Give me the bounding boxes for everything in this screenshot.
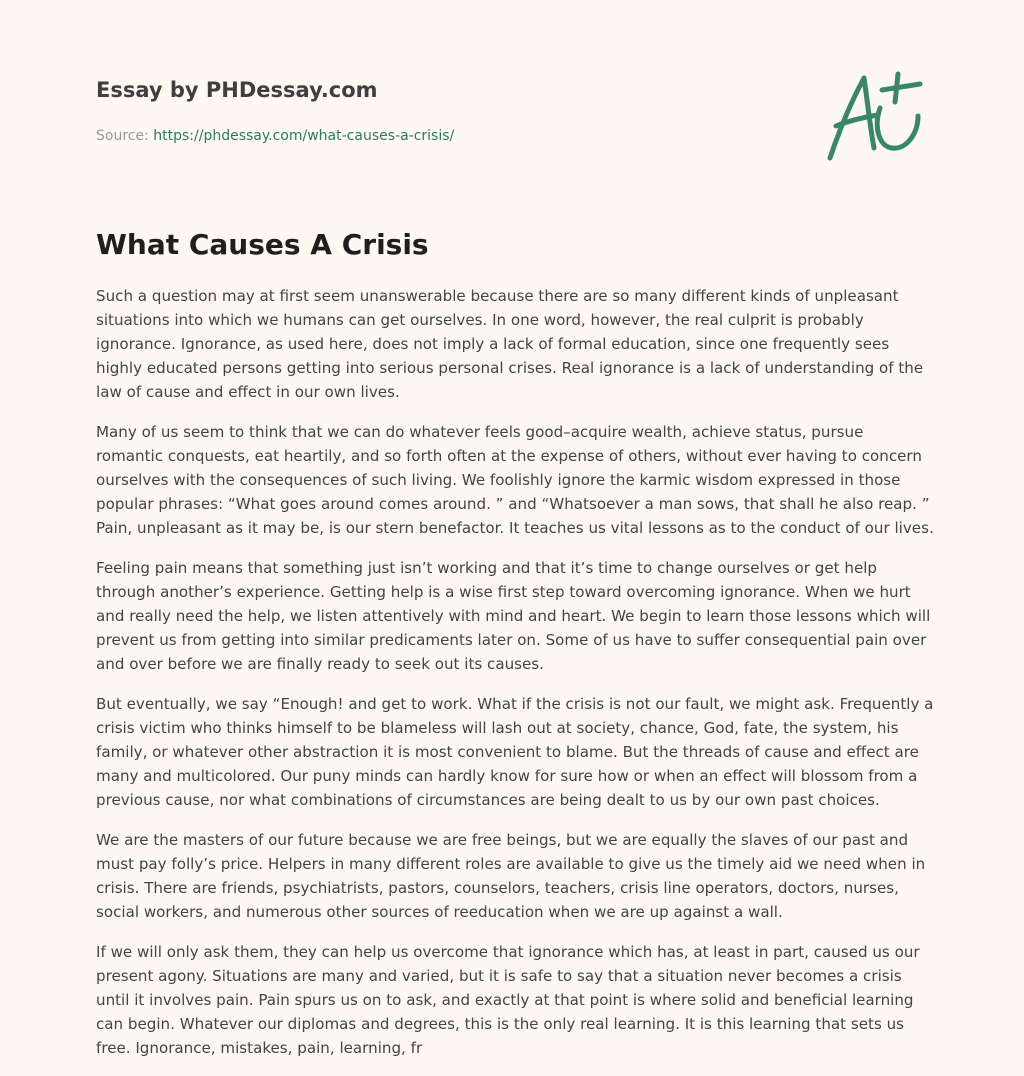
essay-paragraph: We are the masters of our future because we are free beings, but we are equally the slaves of our past and must pay folly’s price. Helpers in many different roles are available to give us the timely aid we need when in crisis. There are friends, psychiatrists, pastors, counselors, teachers, crisis line operators, doctors, nurses, social workers, and numerous other sources of reeducation when we are up against a wall.	[96, 831, 926, 921]
essay-paragraph: Many of us seem to think that we can do whatever feels good–acquire wealth, achieve status, pursue romantic conquests, eat heartily, and so forth often at the expense of others, without ever having to concern ourselves with the consequences of such living. We foolishly ignore the karmic wisdom expressed in those popular phrases: “What goes around comes around. ” and “Whatsoever a man sows, that shall he also reap. ” Pain, unpleasant as it may be, is our stern benefactor. It teaches us vital lessons as to the conduct of our lives.	[96, 423, 934, 537]
essay-body	[96, 284, 934, 1076]
source-link[interactable]: https://phdessay.com/what-causes-a-crisis/	[153, 128, 455, 144]
site-brand: Essay by PHDessay.com	[96, 78, 378, 102]
a-plus-logo-icon	[822, 68, 926, 164]
essay-title: What Causes A Crisis	[96, 228, 429, 261]
essay-paragraph: Feeling pain means that something just isn’t working and that it’s time to change ourselves or get help through another’s experience. Getting help is a wise first step toward overcoming ignorance. When we hurt and really need the help, we listen attentively with mind and heart. We begin to learn those lessons which will prevent us from getting into similar predicaments later on. Some of us have to suffer consequential pain over and over before we are finally ready to seek out its causes.	[96, 559, 931, 673]
essay-paragraph: Such a question may at first seem unanswerable because there are so many different kinds of unpleasant situations into which we humans can get ourselves. In one word, however, the real culprit is probably ignorance. Ignorance, as used here, does not imply a lack of formal education, since one frequently sees highly educated persons getting into serious personal crises. Real ignorance is a lack of understanding of the law of cause and effect in our own lives.	[96, 287, 924, 401]
page-header	[96, 76, 936, 146]
essay-paragraph: If we will only ask them, they can help us overcome that ignorance which has, at least in part, caused us our present agony. Situations are many and varied, but it is safe to say that a situation never becomes a crisis until it involves pain. Pain spurs us on to ask, and exactly at that point is where solid and beneficial learning can begin. Whatever our diplomas and degrees, this is the only real learning. It is this learning that sets us free. Ignorance, mistakes, pain, learning, fr	[96, 943, 920, 1057]
source-line	[96, 126, 936, 146]
source-label: Source:	[96, 128, 149, 144]
essay-paragraph: But eventually, we say “Enough! and get to work. What if the crisis is not our fault, we might ask. Frequently a crisis victim who thinks himself to be blameless will lash out at society, chance, God, fate, the system, his family, or whatever other abstraction it is most convenient to blame. But the threads of cause and effect are many and multicolored. Our puny minds can hardly know for sure how or when an effect will blossom from a previous cause, nor what combinations of circumstances are being dealt to us by our own past choices.	[96, 695, 934, 809]
